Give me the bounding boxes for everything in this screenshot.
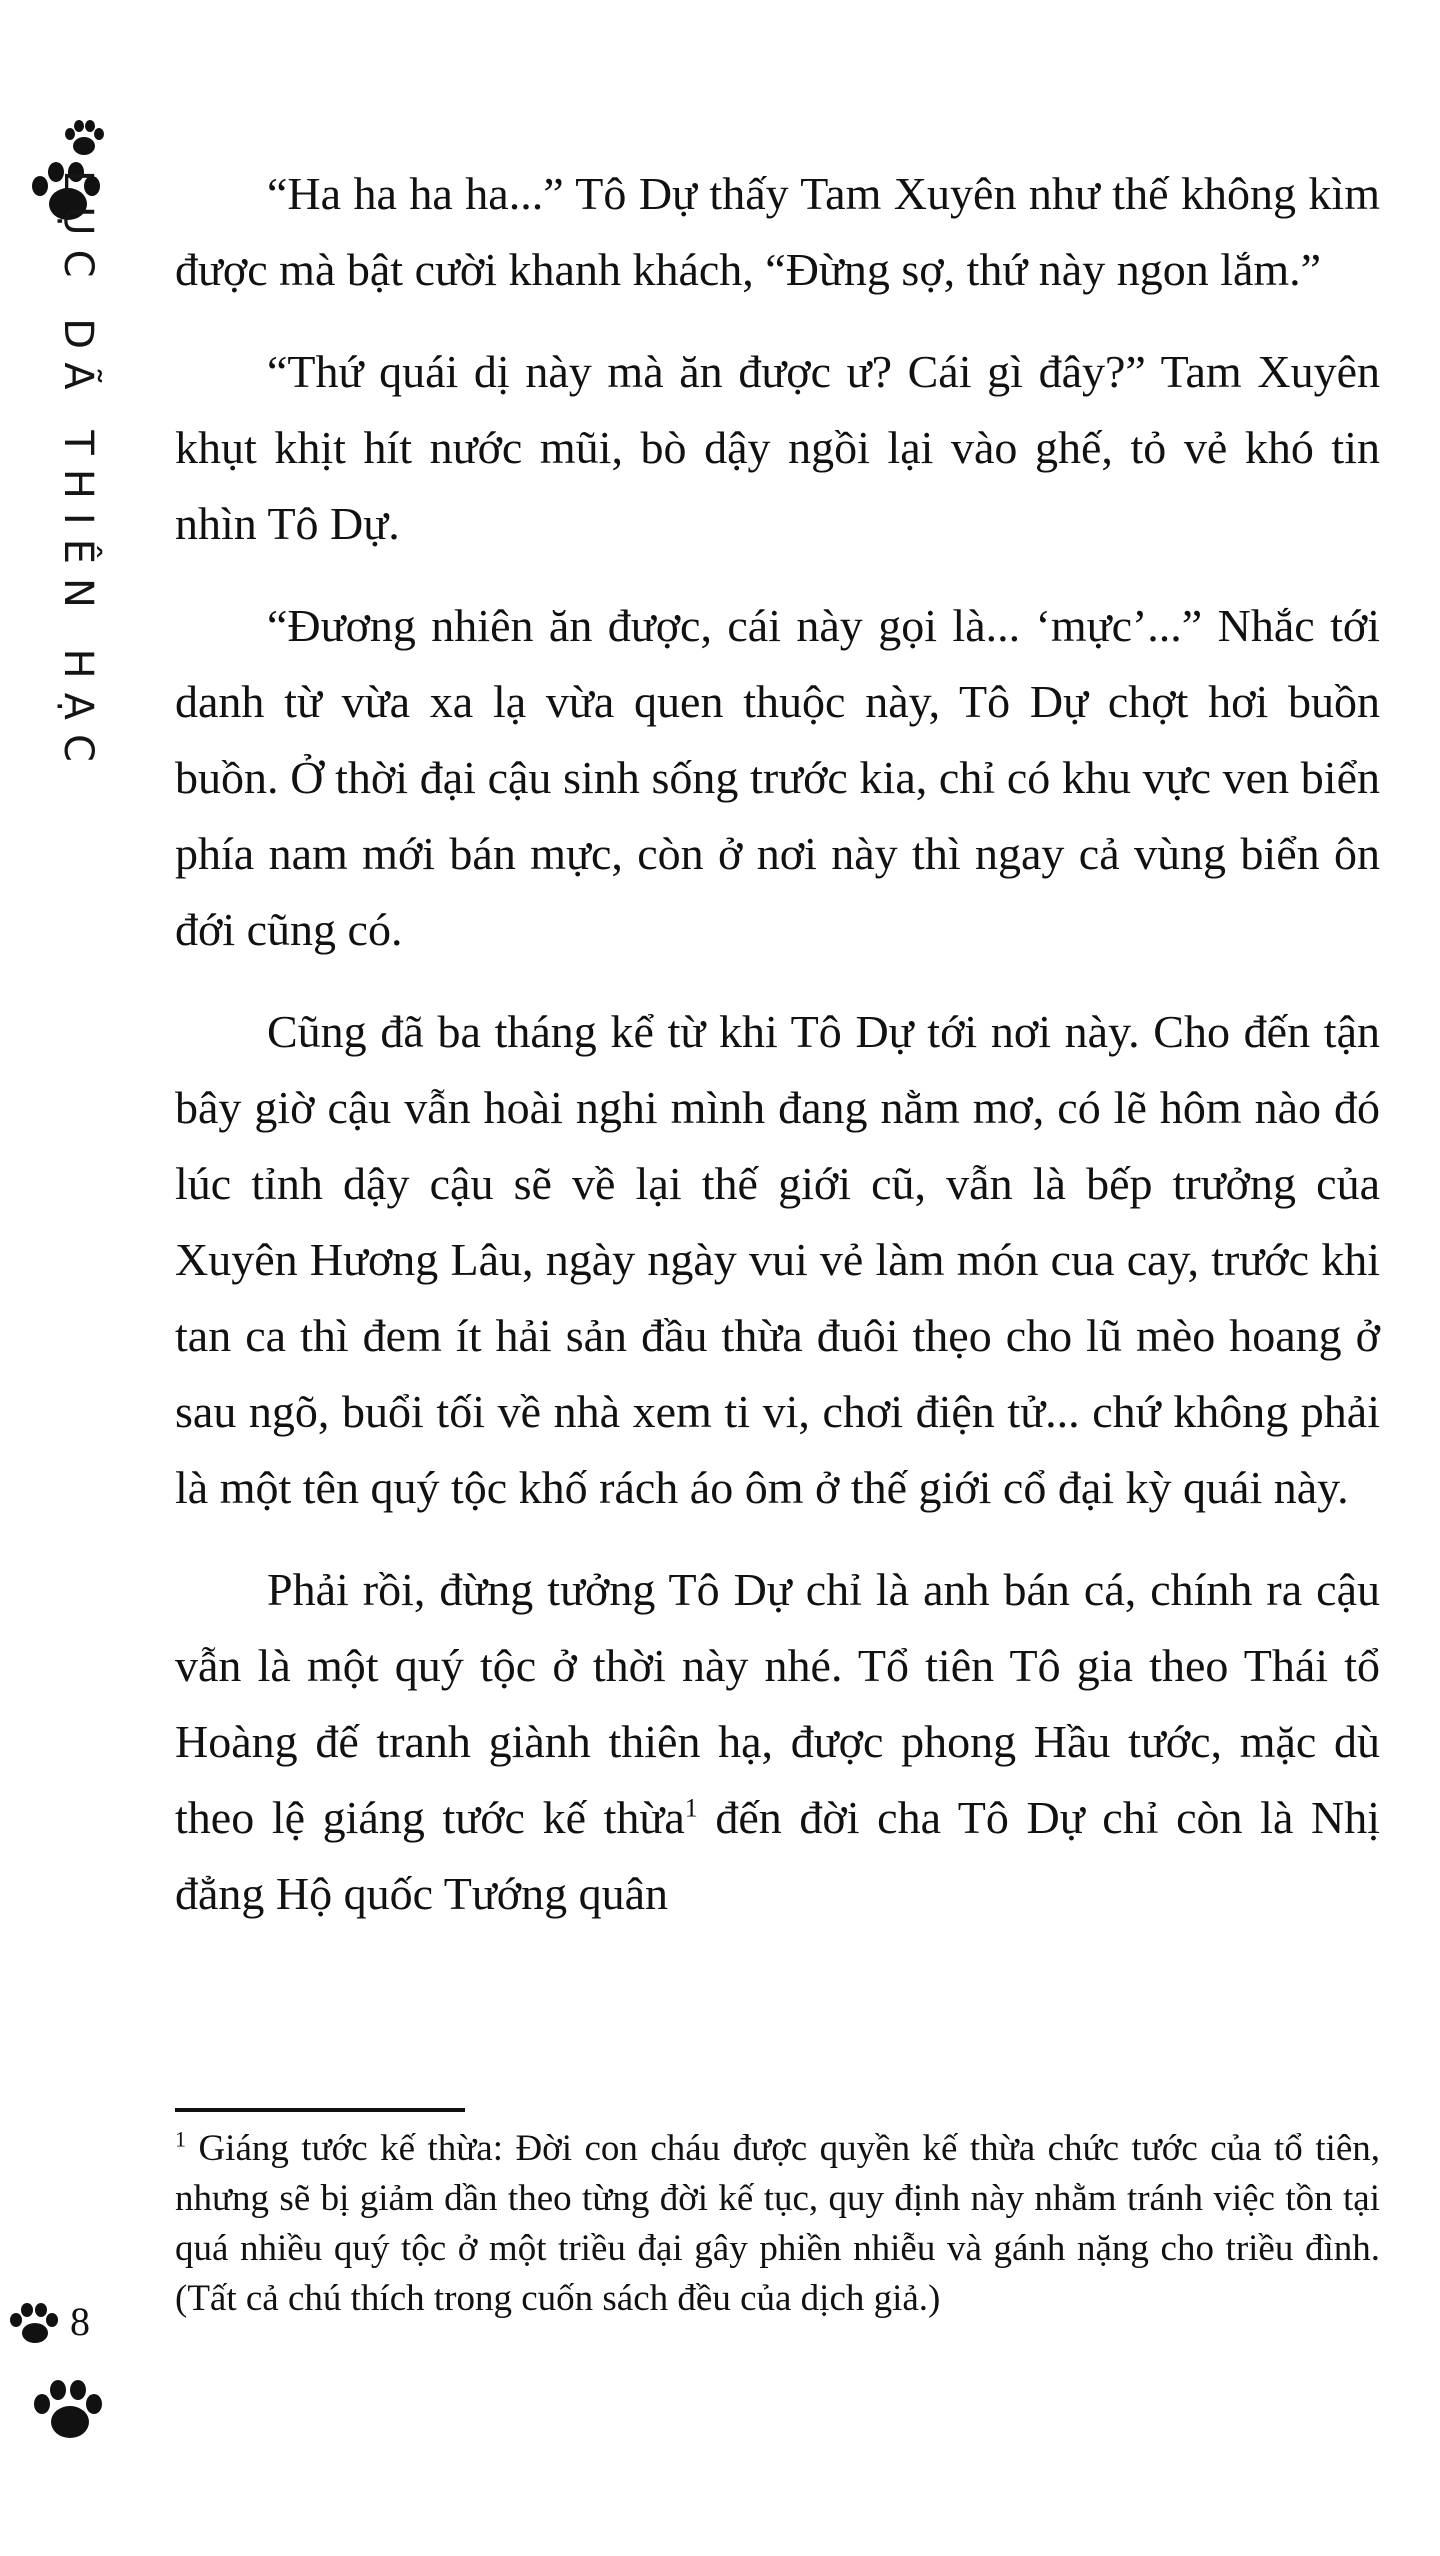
paragraph-text: Phải rồi, đừng tưởng Tô Dự chỉ là anh bán cá, chính ra cậu vẫn là một quý tộc ở thời này nhé. Tổ tiên Tô gia theo Thái tổ Hoàng đế tranh giành thiên hạ, được phong Hầu tước, mặc dù theo lệ giáng tước kế thừa [175,1564,1380,1843]
paw-print-icon [30,2378,106,2444]
page-number: 8 [70,2299,90,2344]
paragraph: “Ha ha ha ha...” Tô Dự thấy Tam Xuyên như thế không kìm được mà bật cười khanh khách, “Đừng sợ, thứ này ngon lắm.” [175,168,1380,295]
paragraph-with-footnote-ref [175,1552,1380,1932]
footnote-text: Giáng tước kế thừa: Đời con cháu được quyền kế thừa chức tước của tổ tiên, nhưng sẽ bị giảm dần theo từng đời kế tục, quy định này nhằm tránh việc tồn tại quá nhiều quý tộc ở một triều đại gây phiền nhiễu và gánh nặng cho triều đình. (Tất cả chú thích trong cuốn sách đều của dịch giả.) [175,2128,1380,2319]
paragraph: Cũng đã ba tháng kể từ khi Tô Dự tới nơi này. Cho đến tận bây giờ cậu vẫn hoài nghi mình đang nằm mơ, có lẽ hôm nào đó lúc tỉnh dậy cậu sẽ về lại thế giới cũ, vẫn là bếp trưởng của Xuyên Hương Lâu, ngày ngày vui vẻ làm món cua cay, trước khi tan ca thì đem ít hải sản đầu thừa đuôi thẹo cho lũ mèo hoang ở sau ngõ, buổi tối về nhà xem ti vi, chơi điện tử... chứ không phải là một tên quý tộc khố rách áo ôm ở thế giới cổ đại kỳ quái này. [175,1006,1380,1513]
paw-print-icon [62,118,106,158]
footnote [175,2124,1380,2324]
footnote-divider [175,2108,465,2112]
paragraph-text: đến đời cha Tô Dự chỉ còn là Nhị đẳng Hộ quốc Tướng quân [175,1792,1381,1919]
paw-print-icon [8,2302,60,2346]
running-title [48,170,108,790]
running-title-text: LỤC DÃ THIÊN HẠC [55,170,101,776]
footnote-marker: 1 [175,2126,186,2152]
body-text [175,156,1380,1958]
paragraph: “Thứ quái dị này mà ăn được ư? Cái gì đây?” Tam Xuyên khụt khịt hít nước mũi, bò dậy ngồi lại vào ghế, tỏ vẻ khó tin nhìn Tô Dự. [175,346,1380,549]
paragraph: “Đương nhiên ăn được, cái này gọi là... ‘mực’...” Nhắc tới danh từ vừa xa lạ vừa quen thuộc này, Tô Dự chợt hơi buồn buồn. Ở thời đại cậu sinh sống trước kia, chỉ có khu vực ven biển phía nam mới bán mực, còn ở nơi này thì ngay cả vùng biển ôn đới cũng có. [175,600,1380,955]
footnote-reference: 1 [684,1793,698,1823]
